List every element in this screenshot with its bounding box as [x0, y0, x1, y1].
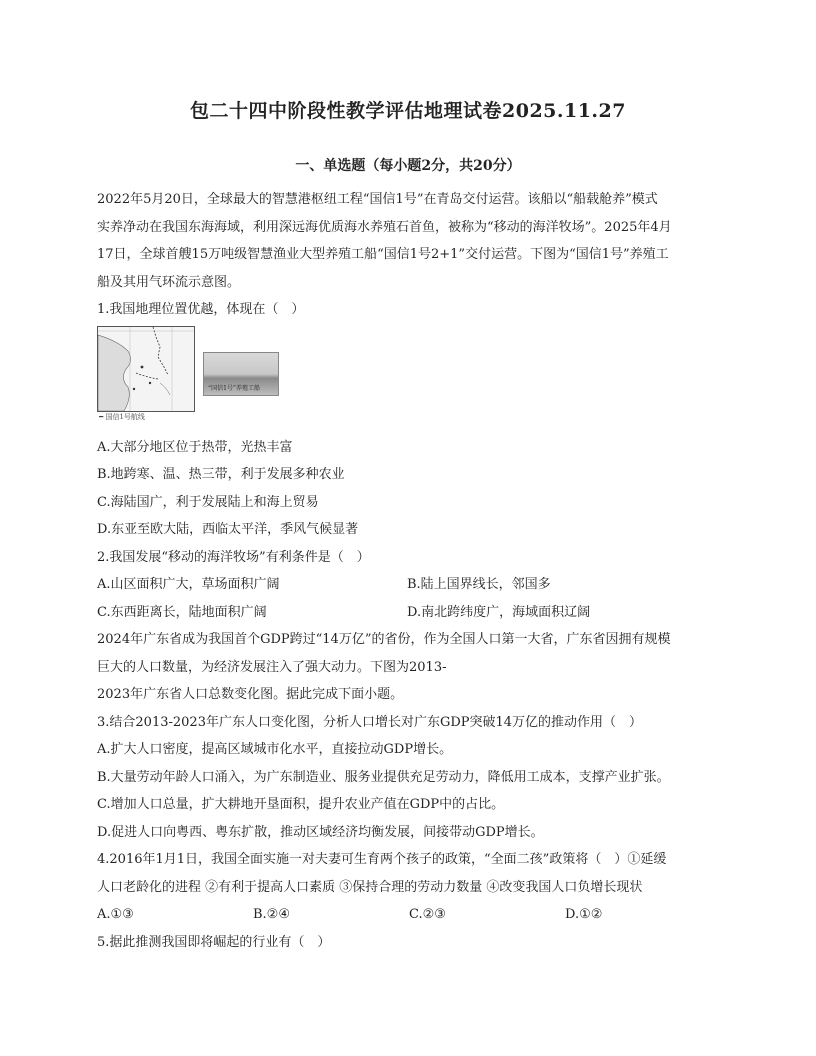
intro2-line: 2023年广东省人口总数变化图。据此完成下面小题。 — [97, 687, 404, 702]
q1-stem: 1.我国地理位置优越，体现在（ ） — [97, 302, 305, 317]
q3-option: B.大量劳动年龄人口涌入，为广东制造业、服务业提供充足劳动力，降低用工成本，支撑产业扩张。 — [97, 769, 670, 785]
q2-option: D.南北跨纬度广，海域面积辽阔 — [407, 604, 591, 620]
q4-option: B.②④ — [253, 907, 290, 922]
exam-body — [97, 186, 722, 956]
map-legend: ━ 国信1号航线 — [99, 412, 145, 421]
q1-option: B.地跨寒、温、热三带，利于发展多种农业 — [97, 467, 345, 482]
intro2-line: 巨大的人口数量，为经济发展注入了强大动力。下图为2013- — [97, 659, 447, 675]
q3-option: C.增加人口总量，扩大耕地开垦面积，提升农业产值在GDP中的占比。 — [97, 797, 505, 812]
q2-options-row — [97, 571, 722, 599]
photo-caption: “国信1号”养殖工船 — [208, 384, 260, 392]
q1-option: C.海陆国广，利于发展陆上和海上贸易 — [97, 494, 319, 510]
intro2-line: 2024年广东省成为我国首个GDP跨过“14万亿”的省份，作为全国人口第一大省，广东省因拥有规模 — [97, 632, 671, 647]
q3-stem: 3.结合2013-2023年广东人口变化图，分析人口增长对广东GDP突破14万亿的推动作用（ ） — [97, 714, 643, 730]
q4-option: D.①② — [565, 907, 603, 922]
intro1-line: 2022年5月20日，全球最大的智慧港枢纽工程“国信1号”在青岛交付运营。该船以“船载舱养”模式 — [97, 192, 658, 207]
intro1-line: 实养净动在我国东海海域，利用深远海优质海水养殖石首鱼，被称为“移动的海洋牧场”。2025年4月 — [97, 219, 672, 235]
q3-option: A.扩大人口密度，提高区域城市化水平，直接拉动GDP增长。 — [97, 742, 453, 757]
q4-stem-line: 4.2016年1月1日，我国全面实施一对夫妻可生育两个孩子的政策，“全面二孩”政策将（ ）①延缓 — [97, 852, 667, 867]
q5-stem: 5.据此推测我国即将崛起的行业有（ ） — [97, 934, 331, 950]
ship-photo — [203, 352, 279, 396]
q2-stem: 2.我国发展“移动的海洋牧场”有利条件是（ ） — [97, 549, 370, 565]
q2-option: C.东西距离长，陆地面积广阔 — [97, 604, 267, 620]
q1-option: D.东亚至欧大陆，西临太平洋，季风气候显著 — [97, 522, 359, 537]
east-china-sea-map — [97, 326, 195, 412]
intro1-line: 船及其用气环流示意图。 — [97, 274, 241, 290]
q1-option: A.大部分地区位于热带，光热丰富 — [97, 439, 293, 455]
page-title: 包二十四中阶段性教学评估地理试卷2025.11.27 — [190, 100, 626, 122]
q1-figure — [97, 326, 722, 430]
q2-option: A.山区面积广大，草场面积广阔 — [97, 577, 280, 592]
q4-options-row — [97, 901, 722, 929]
q3-option: D.促进人口向粤西、粤东扩散，推动区域经济均衡发展，间接带动GDP增长。 — [97, 824, 544, 840]
q4-option: A.①③ — [97, 907, 134, 922]
map-drawing — [98, 327, 194, 411]
q4-option: C.②③ — [409, 907, 446, 922]
q2-option: B.陆上国界线长，邻国多 — [407, 577, 551, 592]
q4-stem-line: 人口老龄化的进程 ②有利于提高人口素质 ③保持合理的劳动力数量 ④改变我国人口负增长现状 — [97, 879, 643, 895]
q2-options-row — [97, 599, 722, 627]
section-heading: 一、单选题（每小题2分，共20分） — [295, 158, 521, 174]
intro1-line: 17日，全球首艘15万吨级智慧渔业大型养殖工船“国信1号2+1”交付运营。下图为“国信1号”养殖工 — [97, 247, 669, 262]
